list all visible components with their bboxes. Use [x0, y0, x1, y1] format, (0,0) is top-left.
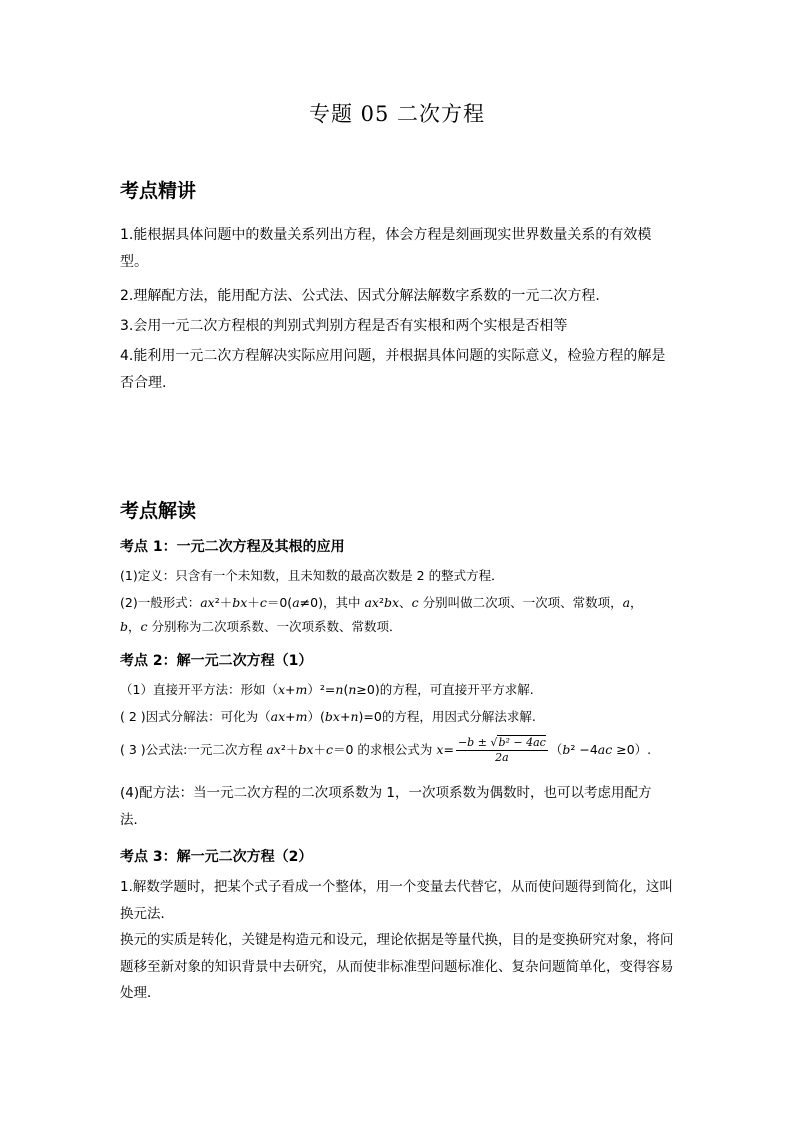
substitution-definition: 1.解数学题时，把某个式子看成一个整体，用一个变量去代替它，从而使问题得到简化，这叫换元法．: [120, 879, 673, 922]
topic-1-general-form: (2)一般形式：ax²＋bx＋c＝0(a≠0)，其中 ax²bx、c 分别叫做二次项、一次项、常数项，a， b，c 分别称为二次项系数、一次项系数、常数项．: [120, 595, 643, 634]
section-heading-interpretation: 考点解读: [120, 500, 197, 522]
method-square-root: （1）直接开平方法：形如（x+m）²=n(n≥0)的方程，可直接开平方求解.: [120, 682, 534, 697]
section-heading-key-points: 考点精讲: [120, 180, 197, 202]
quadratic-formula-fraction: $\frac{\text{−b ± √b² − 4ac}}{2a}$: [457, 736, 546, 764]
key-point-1: 1.能根据具体问题中的数量关系列出方程，体会方程是刻画现实世界数量关系的有效模型。: [120, 227, 652, 270]
key-point-3: 3.会用一元二次方程根的判别式判别方程是否有实根和两个实根是否相等: [120, 318, 568, 334]
key-point-2: 2.理解配方法，能用配方法、公式法、因式分解法解数字系数的一元二次方程.: [120, 288, 600, 304]
topic-3-title: 考点 3：解一元二次方程（2）: [120, 849, 313, 865]
method-formula: ( 3 )公式法:一元二次方程 ax²＋bx＋c＝0 的求根公式为 x= $\frac{\text{−b ± √b² − 4ac}}{2a}$ （b² −4ac ≥0）.: [120, 736, 652, 764]
topic-2-title: 考点 2：解一元二次方程（1）: [120, 653, 313, 669]
page-title: 专题 05 二次方程: [308, 102, 486, 126]
method-factoring: ( 2 )因式分解法：可化为（ax+m）(bx+n)=0的方程，用因式分解法求解.: [120, 709, 536, 724]
key-point-4: 4.能利用一元二次方程解决实际应用问题，并根据具体问题的实际意义，检验方程的解是否合理.: [120, 348, 666, 391]
substitution-essence: 换元的实质是转化，关键是构造元和设元，理论依据是等量代换，目的是变换研究对象，将问题移至新对象的知识背景中去研究，从而使非标准型问题标准化、复杂问题简单化，变得容易处理．: [120, 932, 674, 1001]
topic-1-definition: (1)定义：只含有一个未知数，且未知数的最高次数是 2 的整式方程．: [120, 568, 504, 583]
method-completing-square: (4)配方法：当一元二次方程的二次项系数为 1，一次项系数为偶数时，也可以考虑用配方法．: [120, 785, 652, 828]
topic-1-title: 考点 1：一元二次方程及其根的应用: [120, 539, 345, 555]
